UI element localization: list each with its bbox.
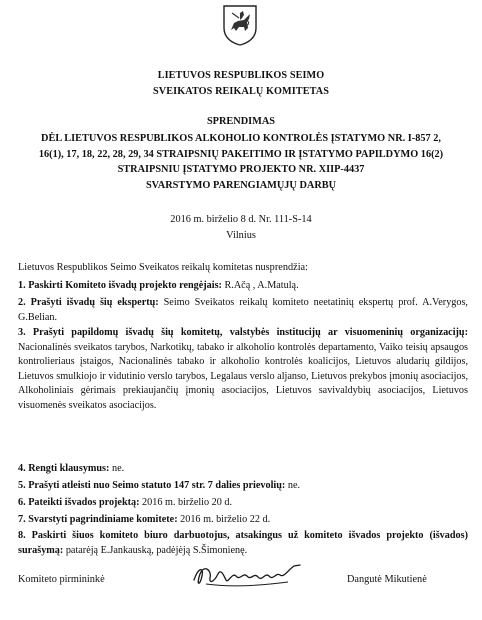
- item-text: ne.: [285, 480, 301, 491]
- document-subject-line3: STRAIPSNIU ĮSTATYMO PROJEKTO NR. XIIP-4437: [117, 164, 365, 175]
- item-label: 4. Rengti klausymus:: [18, 463, 110, 474]
- coat-of-arms-icon: [222, 4, 258, 46]
- item-label: 1. Paskirti Komiteto išvadų projekto rengėjais:: [18, 280, 222, 291]
- item-text: 2016 m. birželio 22 d.: [177, 514, 271, 525]
- item-label: 2. Prašyti išvadų šių ekspertų:: [18, 297, 159, 308]
- item-text: ne.: [109, 463, 125, 474]
- document-subject-line4: SVARSTYMO PARENGIAMŲJŲ DARBŲ: [145, 180, 337, 191]
- document-subject-line1: DĖL LIETUVOS RESPUBLIKOS ALKOHOLIO KONTROLĖS ĮSTATYMO NR. I-857 2,: [41, 133, 441, 144]
- item-label: 8. Paskirti šiuos komiteto biuro darbuotojus, atsakingus už komiteto išvados projekto (išvados) surašymą:: [18, 530, 468, 556]
- decision-item: [18, 279, 468, 294]
- item-label: 5. Prašyti atleisti nuo Seimo statuto 147 str. 7 dalies prievolių:: [18, 480, 286, 491]
- signature-icon: [188, 560, 306, 592]
- document-title: SPRENDIMAS: [206, 116, 276, 127]
- item-text: patarėją E.Jankauską, padėjėją S.Šimonienę.: [63, 544, 248, 556]
- item-text: Nacionalinės sveikatos tarybos, Narkotikų, tabako ir alkoholio kontrolės departamento, Vaiko teisių apsaugos kontrolieriaus įstaigos, Nacionalinės tabako ir alkoholio kontrolės koalicijos, Lietuvos aludarių gildijos, Lietuvos smulkiojo ir vidutinio verslo tarybos, Legalaus verslo aljanso, Lietuvos prekybos įmonių asociacijos, Alkoholiniais gėrimais prekiaujančių įmonių asociacijos, Lietuvos savivaldybių asociacijos, Lietuvos visuomenės sveikatos asociacijos.: [18, 341, 468, 411]
- decision-item: [18, 513, 468, 528]
- signatory-role: Komiteto pirmininkė: [18, 574, 105, 585]
- item-label: 6. Pateikti išvados projektą:: [18, 497, 140, 508]
- document-date-number: 2016 m. birželio 8 d. Nr. 111-S-14: [170, 214, 312, 225]
- decision-item: [18, 529, 468, 558]
- decision-item: [18, 462, 468, 477]
- decision-item: [18, 326, 468, 414]
- item-text: Seimo Sveikatos reikalų komiteto neetatinių ekspertų prof. A.Verygos, G.Belian.: [18, 297, 468, 323]
- item-label: 3. Prašyti papildomų išvadų šių komitetų, valstybės institucijų ar visuomeninių organizacijų:: [18, 327, 468, 338]
- decision-intro: Lietuvos Respublikos Seimo Sveikatos reikalų komitetas nusprendžia:: [18, 262, 308, 273]
- committee-header-line2: SVEIKATOS REIKALŲ KOMITETAS: [153, 86, 329, 97]
- decision-item: [18, 296, 468, 325]
- item-label: 7. Svarstyti pagrindiniame komitete:: [18, 514, 178, 525]
- item-text: R.Ačą , A.Matulą.: [221, 280, 299, 291]
- item-text: 2016 m. birželio 20 d.: [139, 497, 233, 508]
- document-subject-line2: 16(1), 17, 18, 22, 28, 29, 34 STRAIPSNIŲ PAKEITIMO IR ĮSTATYMO PAPILDYMO 16(2): [38, 149, 444, 160]
- signatory-name: Dangutė Mikutienė: [347, 574, 427, 585]
- decision-item: [18, 496, 468, 511]
- committee-header-line1: LIETUVOS RESPUBLIKOS SEIMO: [157, 70, 325, 81]
- decision-item: [18, 479, 468, 494]
- document-place: Vilnius: [226, 230, 256, 241]
